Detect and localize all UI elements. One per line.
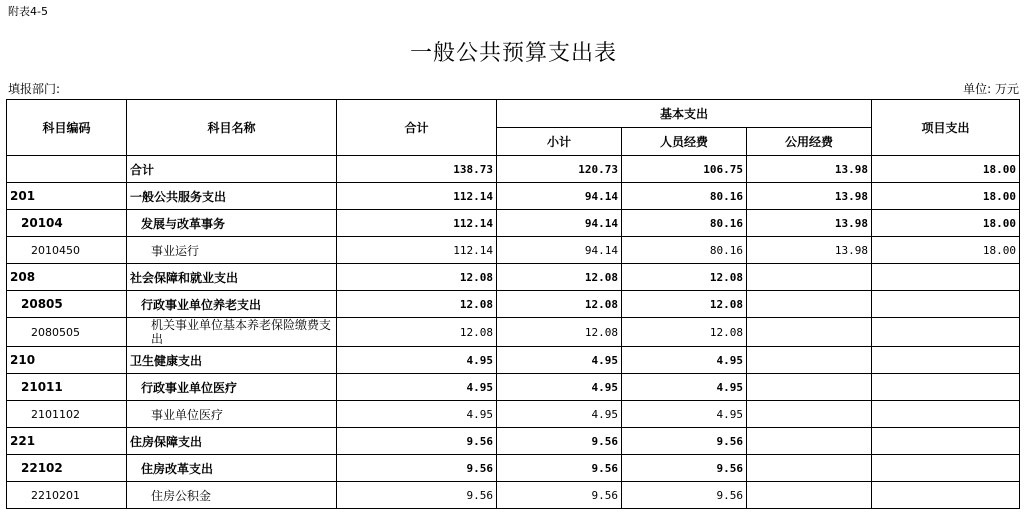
table-row	[7, 237, 1020, 264]
page-title: 一般公共预算支出表	[409, 41, 617, 66]
row-subtotal-cell: 94.14	[497, 210, 622, 237]
row-project-cell: 18.00	[872, 210, 1020, 237]
row-name-cell: 合计	[127, 156, 337, 183]
row-project-cell	[872, 264, 1020, 291]
row-total-cell: 12.08	[337, 264, 497, 291]
row-subtotal-cell: 12.08	[497, 264, 622, 291]
row-personnel-cell: 4.95	[622, 401, 747, 428]
row-personnel-cell: 12.08	[622, 264, 747, 291]
table-row	[7, 291, 1020, 318]
appendix-label: 附表4-5	[8, 5, 48, 18]
row-total-cell: 12.08	[337, 291, 497, 318]
row-public-cell	[747, 428, 872, 455]
row-total-cell: 112.14	[337, 210, 497, 237]
row-personnel-cell: 9.56	[622, 482, 747, 509]
row-code-cell: 208	[7, 264, 127, 291]
table-row	[7, 347, 1020, 374]
row-total-cell: 12.08	[337, 318, 497, 347]
unit-label: 单位: 万元	[963, 82, 1019, 96]
column-header-subtotal: 小计	[497, 128, 622, 156]
department-label: 填报部门:	[8, 82, 61, 96]
row-public-cell	[747, 374, 872, 401]
row-subtotal-cell: 94.14	[497, 237, 622, 264]
row-code-cell: 22102	[7, 455, 127, 482]
budget-table	[6, 99, 1020, 509]
row-public-cell: 13.98	[747, 156, 872, 183]
row-subtotal-cell: 9.56	[497, 482, 622, 509]
row-public-cell	[747, 401, 872, 428]
row-project-cell: 18.00	[872, 237, 1020, 264]
row-public-cell: 13.98	[747, 183, 872, 210]
row-subtotal-cell: 9.56	[497, 428, 622, 455]
row-personnel-cell: 4.95	[622, 347, 747, 374]
table-row	[7, 156, 1020, 183]
row-project-cell	[872, 374, 1020, 401]
table-row	[7, 318, 1020, 347]
row-total-cell: 112.14	[337, 237, 497, 264]
row-project-cell	[872, 318, 1020, 347]
row-public-cell	[747, 347, 872, 374]
row-public-cell	[747, 455, 872, 482]
row-code-cell: 2210201	[7, 482, 127, 509]
row-name-cell: 行政事业单位医疗	[127, 374, 337, 401]
row-total-cell: 138.73	[337, 156, 497, 183]
row-code-cell: 2101102	[7, 401, 127, 428]
row-subtotal-cell: 94.14	[497, 183, 622, 210]
column-header-personnel: 人员经费	[622, 128, 747, 156]
row-public-cell	[747, 264, 872, 291]
row-personnel-cell: 80.16	[622, 237, 747, 264]
row-subtotal-cell: 9.56	[497, 455, 622, 482]
column-header-name: 科目名称	[127, 100, 337, 156]
row-total-cell: 4.95	[337, 347, 497, 374]
table-row	[7, 428, 1020, 455]
table-row	[7, 401, 1020, 428]
row-name-cell: 事业运行	[127, 237, 337, 264]
row-public-cell	[747, 482, 872, 509]
table-row	[7, 455, 1020, 482]
row-project-cell	[872, 482, 1020, 509]
row-subtotal-cell: 120.73	[497, 156, 622, 183]
row-total-cell: 4.95	[337, 401, 497, 428]
table-row	[7, 183, 1020, 210]
row-name-cell: 发展与改革事务	[127, 210, 337, 237]
row-code-cell: 20805	[7, 291, 127, 318]
row-project-cell	[872, 455, 1020, 482]
row-total-cell: 9.56	[337, 482, 497, 509]
row-personnel-cell: 4.95	[622, 374, 747, 401]
row-personnel-cell: 12.08	[622, 318, 747, 347]
row-code-cell: 210	[7, 347, 127, 374]
table-row	[7, 210, 1020, 237]
row-project-cell	[872, 401, 1020, 428]
row-subtotal-cell: 4.95	[497, 401, 622, 428]
row-project-cell	[872, 291, 1020, 318]
table-row	[7, 264, 1020, 291]
table-row	[7, 482, 1020, 509]
row-name-cell: 住房改革支出	[127, 455, 337, 482]
row-public-cell: 13.98	[747, 210, 872, 237]
column-header-code: 科目编码	[7, 100, 127, 156]
row-personnel-cell: 80.16	[622, 210, 747, 237]
row-code-cell	[7, 156, 127, 183]
row-public-cell	[747, 318, 872, 347]
row-personnel-cell: 9.56	[622, 428, 747, 455]
column-header-project: 项目支出	[872, 100, 1020, 156]
row-name-cell: 行政事业单位养老支出	[127, 291, 337, 318]
row-subtotal-cell: 4.95	[497, 374, 622, 401]
row-total-cell: 4.95	[337, 374, 497, 401]
row-name-cell: 卫生健康支出	[127, 347, 337, 374]
row-code-cell: 221	[7, 428, 127, 455]
row-subtotal-cell: 4.95	[497, 347, 622, 374]
row-public-cell	[747, 291, 872, 318]
row-name-cell: 一般公共服务支出	[127, 183, 337, 210]
row-public-cell: 13.98	[747, 237, 872, 264]
column-header-public: 公用经费	[747, 128, 872, 156]
row-total-cell: 112.14	[337, 183, 497, 210]
row-name-cell: 事业单位医疗	[127, 401, 337, 428]
column-header-basic: 基本支出	[497, 100, 872, 128]
row-name-cell: 机关事业单位基本养老保险缴费支出	[127, 318, 337, 347]
row-project-cell	[872, 428, 1020, 455]
row-name-cell: 住房公积金	[127, 482, 337, 509]
row-name-cell: 住房保障支出	[127, 428, 337, 455]
row-project-cell: 18.00	[872, 156, 1020, 183]
row-personnel-cell: 80.16	[622, 183, 747, 210]
row-code-cell: 20104	[7, 210, 127, 237]
row-project-cell: 18.00	[872, 183, 1020, 210]
header-row-1	[7, 100, 1020, 128]
row-personnel-cell: 106.75	[622, 156, 747, 183]
row-project-cell	[872, 347, 1020, 374]
row-subtotal-cell: 12.08	[497, 318, 622, 347]
column-header-total: 合计	[337, 100, 497, 156]
row-code-cell: 2080505	[7, 318, 127, 347]
row-subtotal-cell: 12.08	[497, 291, 622, 318]
row-total-cell: 9.56	[337, 455, 497, 482]
row-personnel-cell: 9.56	[622, 455, 747, 482]
row-code-cell: 2010450	[7, 237, 127, 264]
row-total-cell: 9.56	[337, 428, 497, 455]
row-code-cell: 201	[7, 183, 127, 210]
row-name-cell: 社会保障和就业支出	[127, 264, 337, 291]
row-code-cell: 21011	[7, 374, 127, 401]
table-row	[7, 374, 1020, 401]
row-personnel-cell: 12.08	[622, 291, 747, 318]
